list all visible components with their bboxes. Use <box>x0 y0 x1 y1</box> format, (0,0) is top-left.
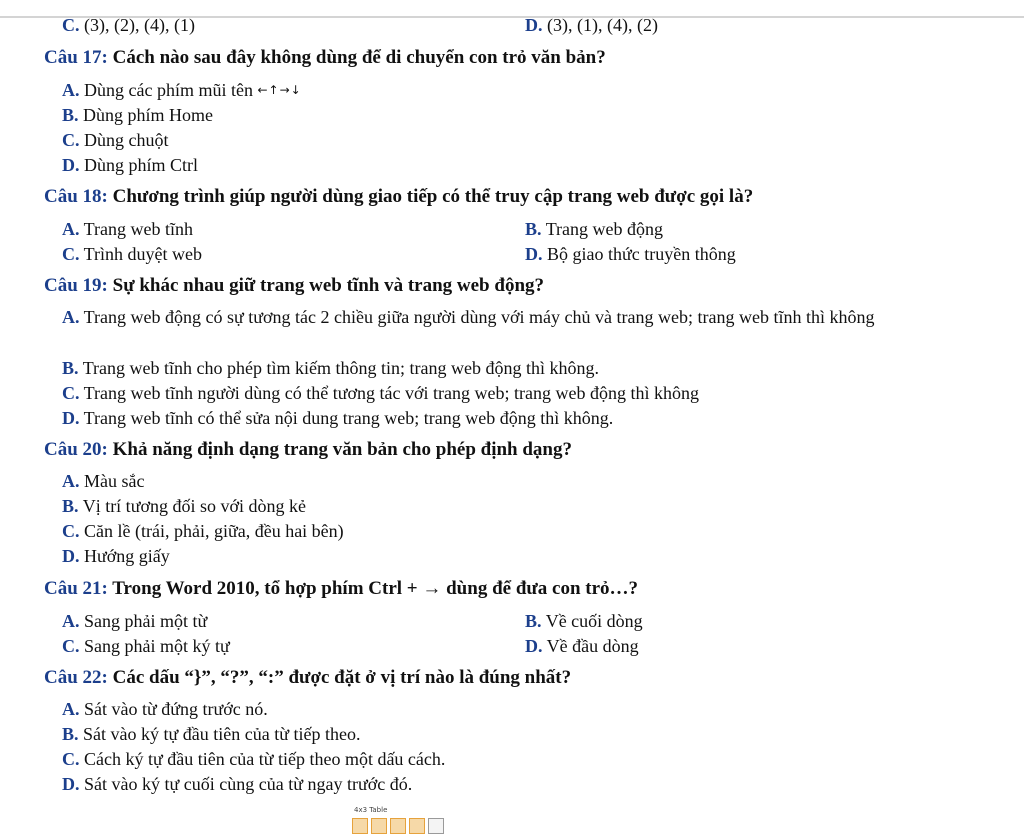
question-21-title: Câu 21: Trong Word 2010, tổ hợp phím Ctrl + → dùng để đưa con trỏ…? <box>44 578 639 599</box>
question-22-option-b: B. Sát vào ký tự đầu tiên của từ tiếp theo. <box>62 724 361 744</box>
question-19-option-c: C. Trang web tĩnh người dùng có thể tương tác với trang web; trang web động thì không <box>62 383 699 403</box>
question-17-title: Câu 17: Cách nào sau đây không dùng để di chuyển con trỏ văn bản? <box>44 47 606 68</box>
question-22-title: Câu 22: Các dấu “}”, “?”, “:” được đặt ở vị trí nào là đúng nhất? <box>44 667 572 688</box>
question-20-option-a: A. Màu sắc <box>62 471 145 491</box>
table-icon-caption: 4x3 Table <box>354 806 388 814</box>
question-18-option-b: B. Trang web động <box>525 219 664 239</box>
question-21-option-b: B. Về cuối dòng <box>525 611 643 631</box>
question-17-option-c: C. Dùng chuột <box>62 130 169 150</box>
question-22-option-a: A. Sát vào từ đứng trước nó. <box>62 699 268 719</box>
question-18-option-c: C. Trình duyệt web <box>62 244 203 264</box>
table-grid-cell[interactable] <box>428 818 444 834</box>
question-21-option-d: D. Về đầu dòng <box>525 636 639 656</box>
question-20-title: Câu 20: Khả năng định dạng trang văn bản cho phép định dạng? <box>44 439 572 460</box>
table-grid-cell[interactable] <box>409 818 425 834</box>
question-19-option-a: A. Trang web động có sự tương tác 2 chiều giữa người dùng với máy chủ và trang web; trang web tĩnh thì không <box>62 307 875 327</box>
question-22-option-d: D. Sát vào ký tự cuối cùng của từ ngay trước đó. <box>62 774 413 794</box>
table-grid-cell[interactable] <box>371 818 387 834</box>
table-grid-cell[interactable] <box>352 818 368 834</box>
question-20-option-d: D. Hướng giấy <box>62 546 170 566</box>
question-17-option-b: B. Dùng phím Home <box>62 105 214 125</box>
question-19-option-b: B. Trang web tĩnh cho phép tìm kiếm thông tin; trang web động thì không. <box>62 358 599 378</box>
question-22-option-c: C. Cách ký tự đầu tiên của từ tiếp theo một dấu cách. <box>62 749 446 769</box>
question-17-option-a: A. Dùng các phím mũi tên ←↑→↓ <box>62 80 302 100</box>
question-20-option-b: B. Vị trí tương đối so với dòng kẻ <box>62 496 306 516</box>
question-18-title: Câu 18: Chương trình giúp người dùng giao tiếp có thể truy cập trang web được gọi là? <box>44 186 754 207</box>
question-19-title: Câu 19: Sự khác nhau giữ trang web tĩnh và trang web động? <box>44 275 545 296</box>
prev-option-d: D. (3), (1), (4), (2) <box>525 15 658 35</box>
question-18-option-d: D. Bộ giao thức truyền thông <box>525 244 736 264</box>
question-19-option-d: D. Trang web tĩnh có thể sửa nội dung trang web; trang web động thì không. <box>62 408 614 428</box>
table-grid-icon[interactable] <box>352 806 438 834</box>
question-18-option-a: A. Trang web tĩnh <box>62 219 194 239</box>
arrow-keys-icon: ←↑→↓ <box>257 83 302 97</box>
question-20-option-c: C. Căn lề (trái, phải, giữa, đều hai bên) <box>62 521 344 541</box>
question-21-option-a: A. Sang phải một từ <box>62 611 208 631</box>
table-grid-cell[interactable] <box>390 818 406 834</box>
prev-option-c: C. (3), (2), (4), (1) <box>62 15 195 35</box>
question-17-option-d: D. Dùng phím Ctrl <box>62 155 199 175</box>
question-21-option-c: C. Sang phải một ký tự <box>62 636 230 656</box>
